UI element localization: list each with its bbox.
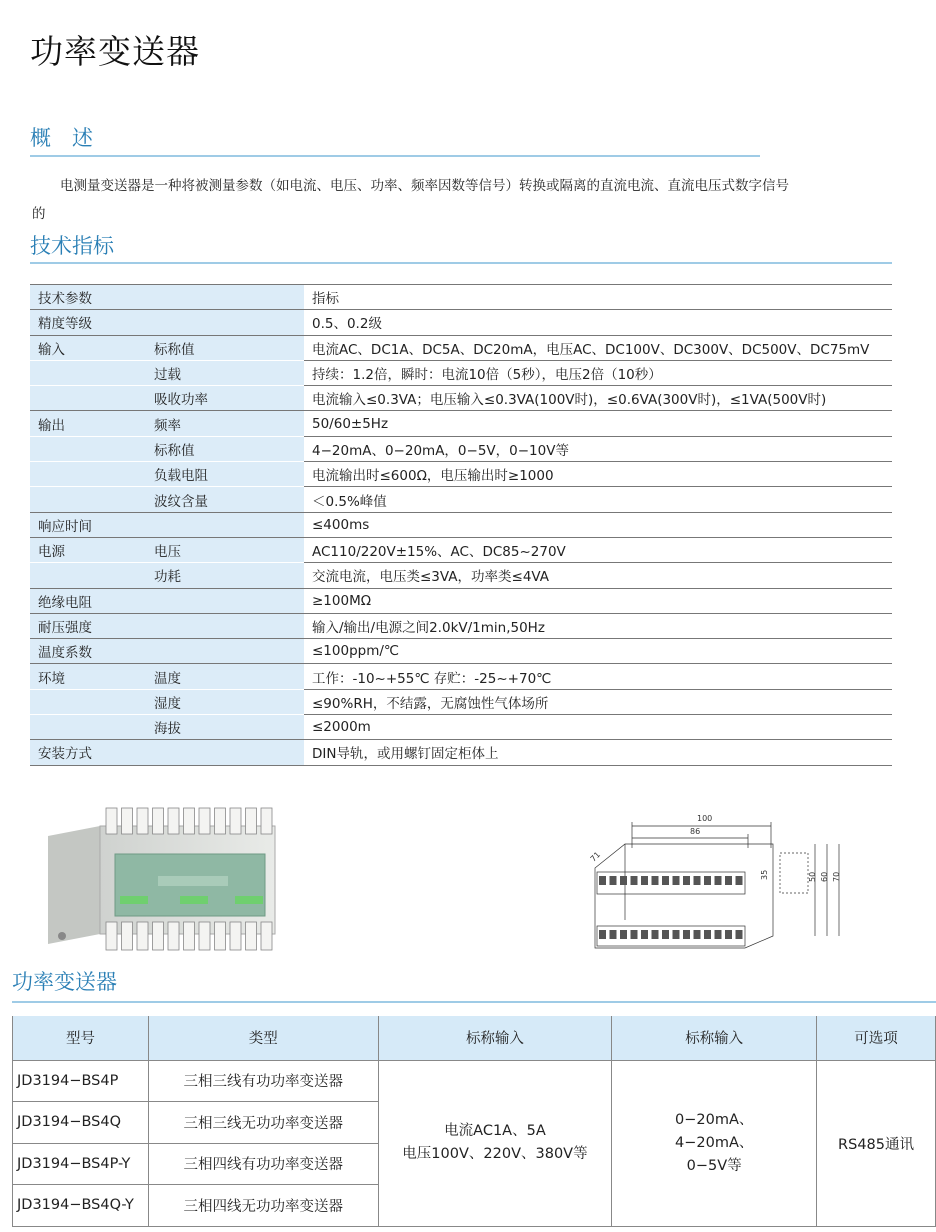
spec-param-cell: 精度等级 (30, 310, 146, 335)
spec-param-cell: 安装方式 (30, 740, 146, 765)
terminal-bottom (168, 922, 179, 950)
spec-value-cell: 交流电流，电压类≤3VA，功率类≤4VA (304, 563, 892, 588)
spec-row (30, 335, 892, 360)
model-cell: JD3194−BS4Q-Y (13, 1185, 149, 1227)
type-cell: 三相三线无功功率变送器 (148, 1102, 378, 1144)
drawing-terminal (662, 930, 669, 939)
drawing-terminal (704, 930, 711, 939)
drawing-terminal (704, 876, 711, 885)
dim-total: 100 (697, 814, 713, 823)
input-cell (378, 1060, 612, 1226)
terminal-top (122, 808, 133, 834)
col-header-output: 标称输入 (612, 1016, 817, 1060)
terminal-top (106, 808, 117, 834)
option-cell: RS485通讯 (817, 1060, 936, 1226)
spec-row (30, 689, 892, 714)
spec-value-cell: 输入/输出/电源之间2.0kV/1min,50Hz (304, 613, 892, 638)
drawing-terminal (673, 930, 680, 939)
drawing-terminal (683, 876, 690, 885)
terminal-bottom (246, 922, 257, 950)
spec-param-cell: 绝缘电阻 (30, 588, 146, 613)
dim-inner: 86 (690, 827, 701, 836)
col-header-option: 可选项 (817, 1016, 936, 1060)
spec-param-cell: 耐压强度 (30, 613, 146, 638)
terminal-bottom (199, 922, 210, 950)
spec-value-cell: ≤90%RH，不结露，无腐蚀性气体场所 (304, 689, 892, 714)
spec-row (30, 639, 892, 664)
spec-subparam-cell (146, 740, 304, 765)
output-cell (612, 1060, 817, 1226)
spec-subparam-cell: 频率 (146, 411, 304, 436)
spec-subparam-cell: 温度 (146, 664, 304, 689)
drawing-terminal (631, 930, 638, 939)
spec-subparam-cell: 吸收功率 (146, 386, 304, 411)
spec-param-cell: 输出 (30, 411, 146, 436)
spec-value-cell: 电流输出时≤600Ω，电压输出时≥1000 (304, 462, 892, 487)
drawing-terminal (694, 876, 701, 885)
terminal-top (230, 808, 241, 834)
spec-subparam-cell: 功耗 (146, 563, 304, 588)
spec-subparam-cell: 海拔 (146, 715, 304, 740)
terminal-bottom (122, 922, 133, 950)
spec-row (30, 664, 892, 689)
spec-value-cell: ≤100ppm/℃ (304, 639, 892, 664)
drawing-terminal (683, 930, 690, 939)
drawing-terminal (736, 930, 743, 939)
dim-depth: 71 (588, 850, 603, 864)
table-row (13, 1060, 936, 1102)
overview-text: 电测量变送器是一种将被测量参数（如电流、电压、功率、频率因数等信号）转换或隔离的直流电流、直流电压式数字信号的 (32, 178, 789, 222)
spec-param-cell (30, 689, 146, 714)
products-heading: 功率变送器 (12, 970, 117, 994)
terminal-bottom (106, 922, 117, 950)
terminal-top (153, 808, 164, 834)
terminal-top (215, 808, 226, 834)
spec-subparam-cell (146, 310, 304, 335)
output-line: 0−5V等 (686, 1157, 742, 1174)
spec-param-cell (30, 563, 146, 588)
spec-value-cell: 50/60±5Hz (304, 411, 892, 436)
output-line: 0−20mA、 (675, 1111, 754, 1128)
spec-subparam-cell (146, 588, 304, 613)
specs-rule (30, 262, 892, 264)
spec-row (30, 310, 892, 335)
spec-subparam-cell: 标称值 (146, 335, 304, 360)
spec-param-cell (30, 360, 146, 385)
overview-rule (30, 155, 760, 157)
spec-param-cell: 技术参数 (30, 285, 146, 310)
products-table (12, 1016, 936, 1227)
spec-param-cell (30, 462, 146, 487)
terminal-top (261, 808, 272, 834)
drawing-terminal (610, 930, 617, 939)
spec-param-cell (30, 715, 146, 740)
type-cell: 三相三线有功功率变送器 (148, 1060, 378, 1102)
spec-row (30, 613, 892, 638)
spec-row (30, 487, 892, 512)
drawing-terminal (725, 930, 732, 939)
products-rule (12, 1001, 936, 1003)
terminal-top (168, 808, 179, 834)
terminal-top (184, 808, 195, 834)
spec-param-cell: 环境 (30, 664, 146, 689)
specs-table (30, 284, 892, 766)
spec-param-cell (30, 487, 146, 512)
spec-param-cell: 电源 (30, 537, 146, 562)
dimension-drawing (585, 808, 855, 953)
col-header-type: 类型 (148, 1016, 378, 1060)
spec-subparam-cell (146, 613, 304, 638)
spec-param-cell: 输入 (30, 335, 146, 360)
spec-row (30, 512, 892, 537)
drawing-terminal (620, 930, 627, 939)
spec-value-cell: AC110/220V±15%、AC、DC85~270V (304, 537, 892, 562)
terminal-bottom (184, 922, 195, 950)
drawing-terminal (641, 930, 648, 939)
specs-heading: 技术指标 (30, 234, 114, 258)
spec-value-cell: ≥100MΩ (304, 588, 892, 613)
page-title: 功率变送器 (30, 32, 200, 71)
spec-subparam-cell: 负载电阻 (146, 462, 304, 487)
spec-subparam-cell (146, 512, 304, 537)
spec-subparam-cell: 波纹含量 (146, 487, 304, 512)
terminal-bottom (261, 922, 272, 950)
drawing-terminal (641, 876, 648, 885)
spec-subparam-cell: 标称值 (146, 436, 304, 461)
spec-value-cell: 电流输入≤0.3VA；电压输入≤0.3VA(100V时)，≤0.6VA(300V时)，≤1VA(500V时) (304, 386, 892, 411)
drawing-terminal (599, 930, 606, 939)
drawing-terminal (673, 876, 680, 885)
spec-row (30, 462, 892, 487)
model-cell: JD3194−BS4P (13, 1060, 149, 1102)
input-line: 电流AC1A、5A (444, 1123, 546, 1139)
spec-subparam-cell: 过载 (146, 360, 304, 385)
spec-row (30, 386, 892, 411)
spec-value-cell: ≤2000m (304, 715, 892, 740)
spec-subparam-cell (146, 639, 304, 664)
spec-row (30, 360, 892, 385)
terminal-top (137, 808, 148, 834)
spec-param-cell: 响应时间 (30, 512, 146, 537)
model-cell: JD3194−BS4Q (13, 1102, 149, 1144)
spec-value-cell: ≤400ms (304, 512, 892, 537)
drawing-terminal (736, 876, 743, 885)
terminal-top (246, 808, 257, 834)
spec-row (30, 588, 892, 613)
dim-h4: 70 (832, 871, 841, 882)
output-line: 4−20mA、 (675, 1134, 754, 1151)
drawing-terminal (662, 876, 669, 885)
device-photo-image (40, 806, 280, 952)
col-header-input: 标称输入 (378, 1016, 612, 1060)
spec-row (30, 563, 892, 588)
terminal-bottom (137, 922, 148, 950)
terminal-bottom (215, 922, 226, 950)
spec-param-cell (30, 436, 146, 461)
type-cell: 三相四线有功功率变送器 (148, 1143, 378, 1185)
overview-paragraph (32, 172, 792, 228)
spec-subparam-cell: 湿度 (146, 689, 304, 714)
col-header-model: 型号 (13, 1016, 149, 1060)
spec-value-cell: 工作：-10~+55℃ 存贮：-25~+70℃ (304, 664, 892, 689)
spec-value-cell: DIN导轨，或用螺钉固定柜体上 (304, 740, 892, 765)
drawing-terminal (620, 876, 627, 885)
drawing-terminal (610, 876, 617, 885)
drawing-terminal (599, 876, 606, 885)
spec-param-cell (30, 386, 146, 411)
spec-row (30, 537, 892, 562)
drawing-terminal (715, 930, 722, 939)
overview-heading: 概 述 (30, 126, 93, 150)
spec-subparam-cell: 电压 (146, 537, 304, 562)
spec-row (30, 740, 892, 765)
dim-h3: 60 (820, 871, 829, 882)
type-cell: 三相四线无功功率变送器 (148, 1185, 378, 1227)
drawing-terminal (652, 876, 659, 885)
spec-value-cell: 电流AC、DC1A、DC5A、DC20mA，电压AC、DC100V、DC300V、DC500V、DC75mV (304, 335, 892, 360)
spec-value-cell: 4−20mA、0−20mA，0−5V，0−10V等 (304, 436, 892, 461)
model-cell: JD3194−BS4P-Y (13, 1143, 149, 1185)
spec-row (30, 285, 892, 310)
terminal-bottom (153, 922, 164, 950)
drawing-terminal (694, 930, 701, 939)
drawing-terminal (715, 876, 722, 885)
terminal-top (199, 808, 210, 834)
dim-h2: 50 (808, 871, 817, 882)
spec-row (30, 715, 892, 740)
dim-h1: 35 (760, 869, 769, 880)
drawing-terminal (631, 876, 638, 885)
terminal-bottom (230, 922, 241, 950)
spec-param-cell: 温度系数 (30, 639, 146, 664)
spec-value-cell: 持续：1.2倍，瞬时：电流10倍（5秒），电压2倍（10秒） (304, 360, 892, 385)
spec-value-cell: 0.5、0.2级 (304, 310, 892, 335)
drawing-terminal (725, 876, 732, 885)
spec-subparam-cell (146, 285, 304, 310)
input-line: 电压100V、220V、380V等 (402, 1146, 588, 1162)
spec-value-cell: 指标 (304, 285, 892, 310)
drawing-terminal (652, 930, 659, 939)
spec-value-cell: ＜0.5%峰值 (304, 487, 892, 512)
spec-row (30, 411, 892, 436)
spec-row (30, 436, 892, 461)
